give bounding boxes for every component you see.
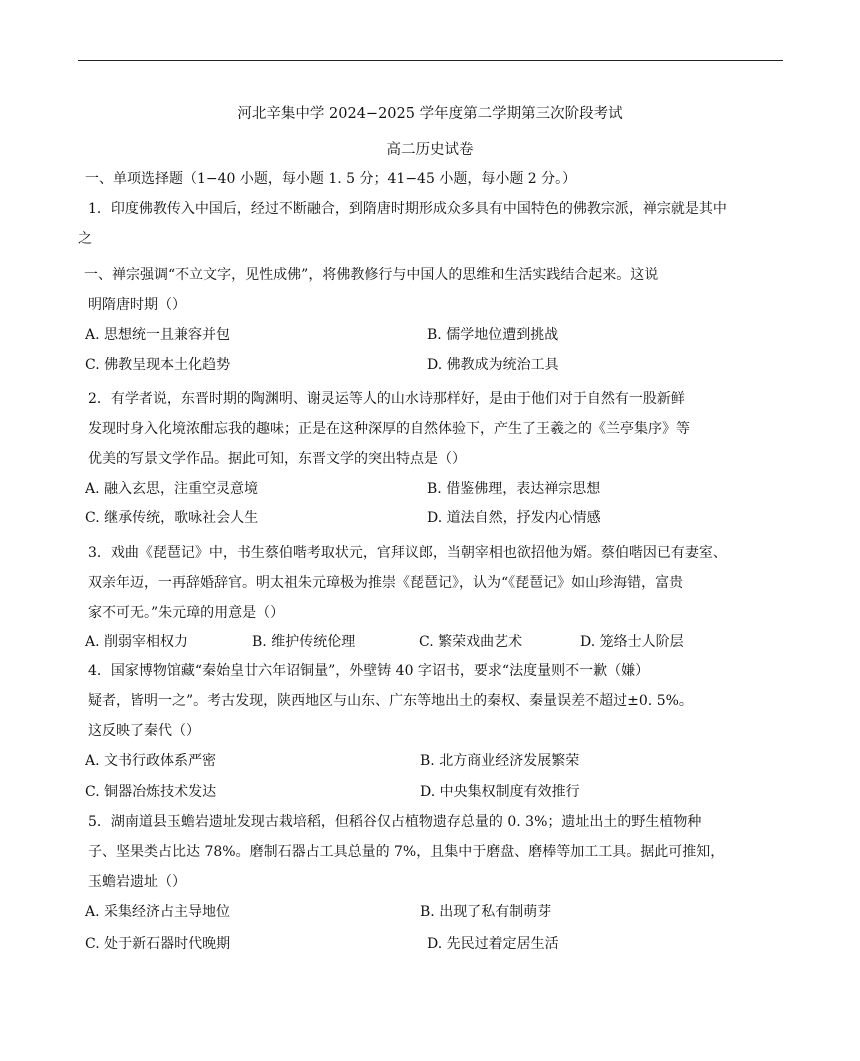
paper-subtitle: 高二历史试卷 [386, 142, 474, 158]
question-stem-line: 明隋唐时期（） [88, 297, 186, 313]
option-a: A. 削弱宰相权力 [85, 634, 189, 650]
option-b: B. 儒学地位遭到挑战 [427, 327, 559, 343]
question-stem-line: 4．国家博物馆藏“秦始皇廿六年诏铜量”，外壁铸 40 字诏书，要求“法度量则不一歉（嫌） [88, 663, 650, 679]
option-c: C. 佛教呈现本土化趋势 [85, 357, 231, 373]
option-b: B. 北方商业经济发展繁荣 [420, 753, 580, 769]
option-a: A. 采集经济占主导地位 [85, 904, 231, 920]
question-stem-line: 发现时身入化境浓酣忘我的趣味；正是在这种深厚的自然体验下，产生了王羲之的《兰亭集序》等 [88, 421, 690, 437]
option-b: B. 借鉴佛理，表达禅宗思想 [427, 481, 601, 497]
option-d: D. 佛教成为统治工具 [427, 357, 559, 373]
option-a: A. 融入玄思，注重空灵意境 [85, 481, 259, 497]
option-d: D. 中央集权制度有效推行 [420, 784, 580, 800]
option-d: D. 道法自然，抒发内心情感 [427, 510, 601, 526]
option-d: D. 笼络士人阶层 [580, 634, 684, 650]
option-d: D. 先民过着定居生活 [427, 936, 559, 952]
question-stem-line: 子、坚果类占比达 78%。磨制石器占工具总量的 7%，且集中于磨盘、磨棒等加工工具。据此可推知， [88, 844, 725, 860]
question-stem-line: 5．湖南道县玉蟾岩遗址发现古栽培稻，但稻谷仅占植物遗存总量的 0. 3%；遗址出土的野生植物种 [88, 814, 702, 830]
question-stem-line: 一、禅宗强调“不立文字，见性成佛”，将佛教修行与中国人的思维和生活实践结合起来。这说 [84, 267, 659, 283]
option-b: B. 维护传统伦理 [252, 634, 356, 650]
question-stem-line: 之 [78, 231, 92, 247]
option-c: C. 继承传统，歌咏社会人生 [85, 510, 259, 526]
question-stem-line: 玉蟾岩遗址（） [88, 874, 186, 890]
question-stem-line: 这反映了秦代（） [88, 723, 200, 739]
option-a: A. 文书行政体系严密 [85, 753, 217, 769]
question-stem-line: 2．有学者说，东晋时期的陶渊明、谢灵运等人的山水诗那样好，是由于他们对于自然有一股新鲜 [88, 391, 685, 407]
option-c: C. 处于新石器时代晚期 [85, 936, 231, 952]
question-stem-line: 家不可无。”朱元璋的用意是（） [88, 605, 285, 621]
section-heading: 一、单项选择题（1−40 小题，每小题 1. 5 分；41−45 小题，每小题 2 分。） [85, 171, 577, 187]
option-b: B. 出现了私有制萌芽 [420, 904, 552, 920]
option-c: C. 铜器冶炼技术发达 [85, 784, 217, 800]
option-c: C. 繁荣戏曲艺术 [419, 634, 523, 650]
exam-title: 河北辛集中学 2024−2025 学年度第二学期第三次阶段考试 [237, 106, 623, 122]
question-stem-line: 3．戏曲《琵琶记》中，书生蔡伯喈考取状元，官拜议郎，当朝宰相也欲招他为婿。蔡伯喈因已有妻室、 [88, 545, 727, 561]
question-stem-line: 优美的写景文学作品。据此可知，东晋文学的突出特点是（） [88, 451, 466, 467]
question-stem-line: 1．印度佛教传入中国后，经过不断融合，到隋唐时期形成众多具有中国特色的佛教宗派，禅宗就是其中 [88, 201, 727, 217]
question-stem-line: 双亲年迈，一再辞婚辞官。明太祖朱元璋极为推崇《琵琶记》，认为“《琵琶记》如山珍海错，富贵 [88, 575, 684, 591]
header-rule [78, 60, 783, 61]
question-stem-line: 疑者，皆明一之”。考古发现，陕西地区与山东、广东等地出土的秦权、秦量误差不超过±0. 5%。 [88, 693, 693, 709]
option-a: A. 思想统一且兼容并包 [85, 327, 231, 343]
